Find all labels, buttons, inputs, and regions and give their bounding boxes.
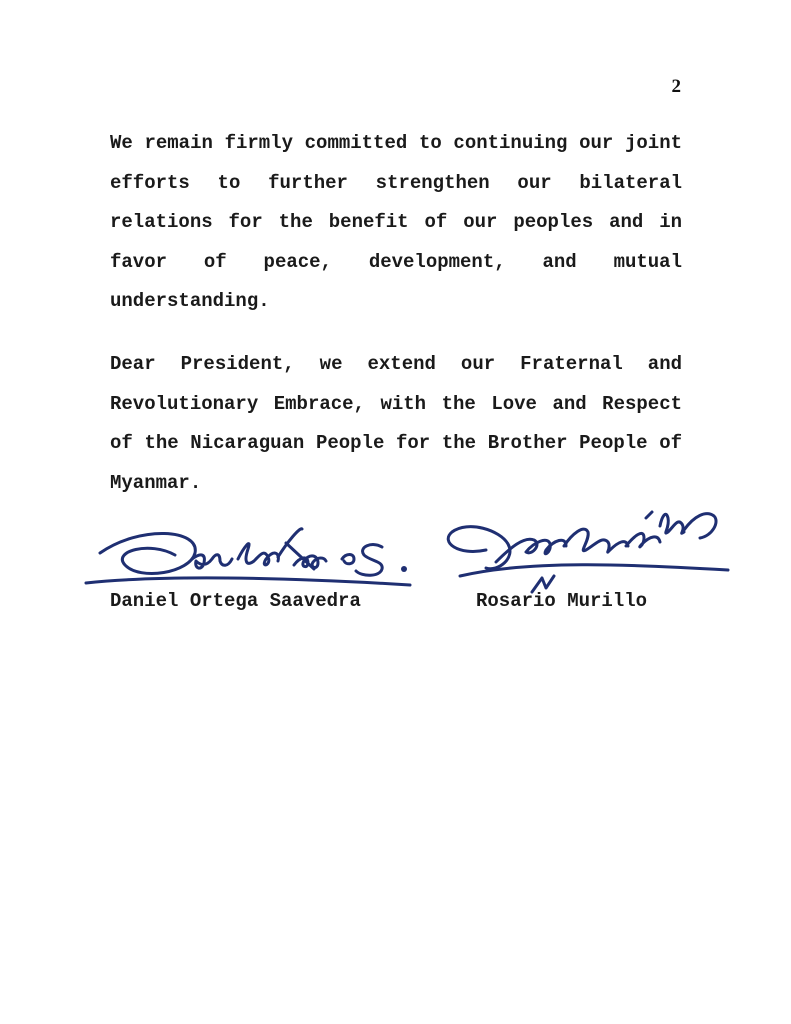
paragraph-closing-greeting: Dear President, we extend our Fraternal and Revolutionary Embrace, with the Love and Respect of the Nicaraguan People for the Brother People of Myanmar. — [110, 353, 682, 494]
paragraph-commitment: We remain firmly committed to continuing our joint efforts to further strengthen our bilateral relations for the benefit of our peoples and in favor of peace, development, and mutual understanding. — [110, 132, 682, 313]
signature-daniel-ortega — [80, 515, 420, 595]
signatory-name-ortega: Daniel Ortega Saavedra — [110, 590, 361, 612]
page-number: 2 — [671, 76, 681, 97]
signature-rosario-murillo — [438, 498, 733, 598]
signatory-name-murillo: Rosario Murillo — [476, 590, 648, 612]
